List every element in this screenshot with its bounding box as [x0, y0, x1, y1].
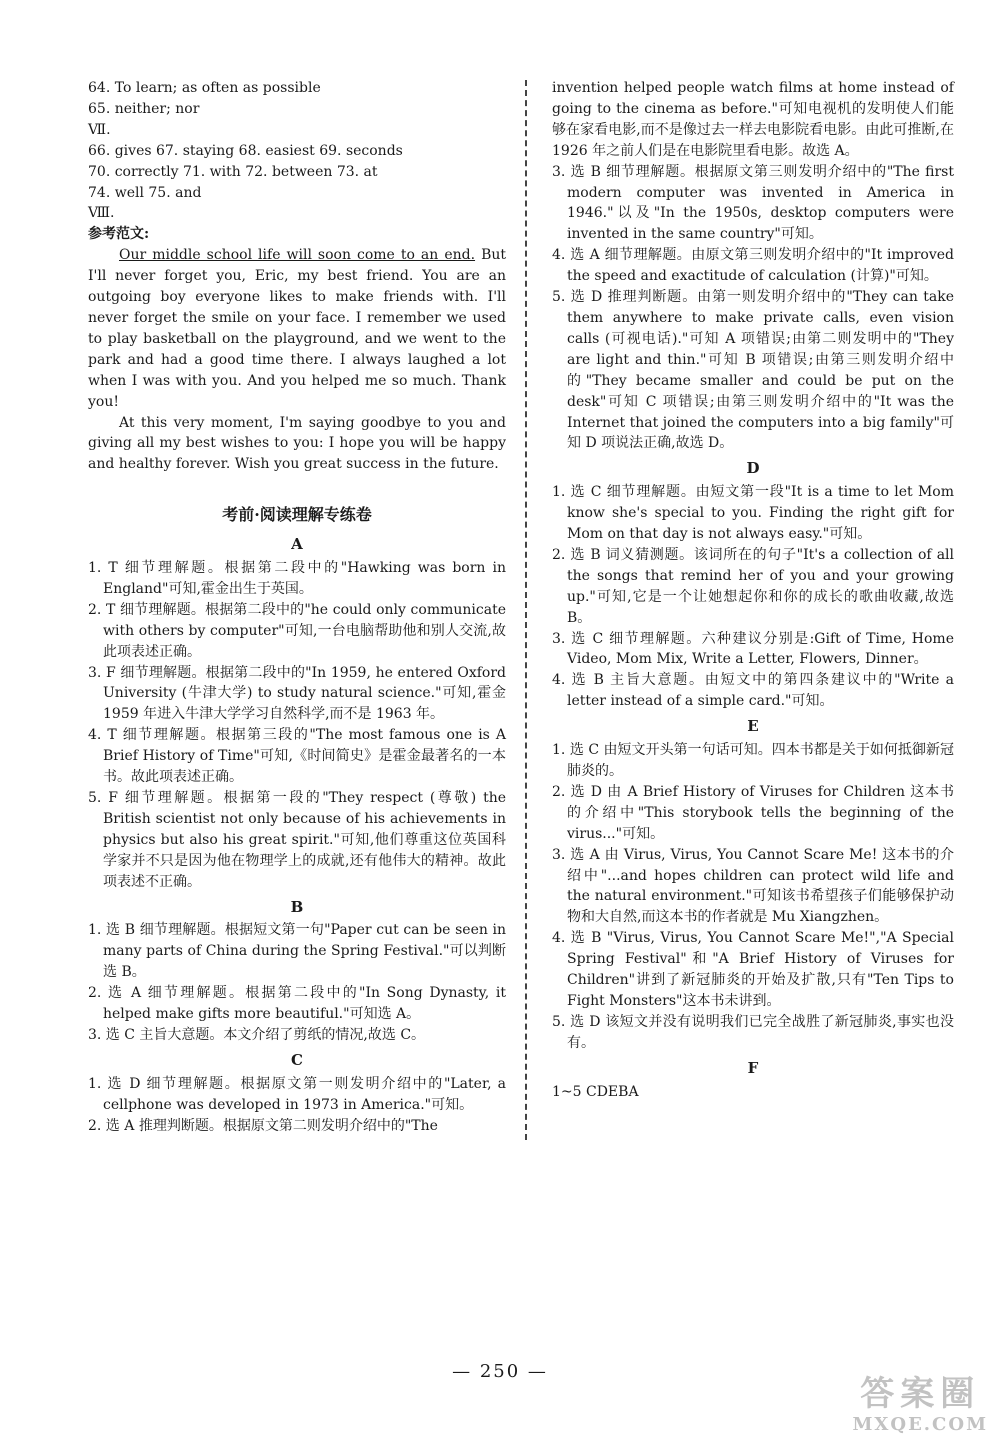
answer-line: 74. well 75. and: [88, 184, 202, 201]
answer-line: 64. To learn; as often as possible: [88, 80, 321, 96]
watermark-logo: [853, 1374, 989, 1436]
answer-item: 2. 选 A 推理判断题。根据原文第二则发明介绍中的"The: [88, 1117, 438, 1134]
answer-item: 5. 选 D 推理判断题。由第一则发明介绍中的"They can take them anywhere to make private calls, even vision calls (可视电话)."可知 A 项错误;由第二则发明中的"They are light and thin."可知 B 项错误;由第三则发明介绍中的"They became smaller and could be put on the desk"可知 C 项错误;由第三则发明介绍中的"It was the Internet that joined the computers into a big family"可知 D 项说法正确,故选 D。: [552, 289, 954, 452]
answer-line: 65. neither; nor: [88, 100, 200, 117]
essay-label: 参考范文:: [88, 226, 150, 243]
section-numeral: Ⅷ.: [88, 205, 115, 222]
answer-item: 2. 选 A 细节理解题。根据第二段中的"In Song Dynasty, it helped make gifts more beautiful."可知选 A。: [88, 985, 506, 1023]
answer-item: 1. 选 C 由短文开头第一句话可知。四本书都是关于如何抵御新冠肺炎的。: [552, 742, 954, 779]
answer-line: 70. correctly 71. with 72. between 73. at: [88, 163, 378, 180]
part-heading-f: F: [747, 1058, 759, 1077]
section-title: 考前·阅读理解专练卷: [222, 505, 372, 525]
essay-paragraph-1-text: But I'll never forget you, Eric, my best friend. You are an outgoing boy everyone likes to make friends with. I'll never forget the smile on your face. I remember we used to play basketball on the playground, and we went to the park and had a good time there. I always laughed a lot when I was with you. And you helped me so much. Thank you!: [88, 247, 506, 410]
answer-item: 3. 选 A 由 Virus, Virus, You Cannot Scare Me! 这本书的介绍中"...and hopes children can protect wild life and the natural environment."可知该书希望孩子们能够保护动物和大自然,而这本书的作者就是 Mu Xiangzhen。: [552, 846, 954, 926]
answer-item: 1. 选 D 细节理解题。根据原文第一则发明介绍中的"Later, a cellphone was developed in 1973 in America."可知。: [88, 1075, 506, 1113]
answer-item: 2. 选 B 词义猜测题。该词所在的句子"It's a collection of all the songs that remind her of you and your growing up."可知,它是一个让她想起你和你的成长的歌曲收藏,故选 B。: [552, 546, 954, 626]
watermark-text: 答案圈: [860, 1374, 981, 1414]
answer-item: 1. 选 B 细节理解题。根据短文第一句"Paper cut can be seen in many parts of China during the Spring Festival."可以判断选 B。: [88, 922, 506, 981]
part-heading-e: E: [747, 717, 759, 736]
essay-paragraph-1: [88, 245, 506, 412]
part-heading-d: D: [746, 459, 760, 478]
answer-item: 2. 选 D 由 A Brief History of Viruses for Children 这本书的介绍中"This storybook tells the beginning of the virus..."可知。: [552, 783, 954, 842]
answer-item: 5. 选 D 该短文并没有说明我们已完全战胜了新冠肺炎,事实也没有。: [552, 1013, 954, 1051]
answer-item: 4. 选 B 主旨大意题。由短文中的第四条建议中的"Write a letter instead of a simple card."可知。: [552, 672, 954, 710]
answer-line: 66. gives 67. staying 68. easiest 69. seconds: [88, 142, 403, 159]
essay-paragraph-2: At this very moment, I'm saying goodbye to you and giving all my best wishes to you: I hope you will be happy and healthy forever. Wish you great success in the future.: [88, 414, 506, 473]
answer-item: 3. 选 B 细节理解题。根据原文第三则发明介绍中的"The first modern computer was invented in America in 1946."以及"In the 1950s, desktop computers were invented in the same country"可知。: [552, 163, 954, 243]
watermark-url: MXQE.COM: [852, 1414, 988, 1435]
answer-item: 2. T 细节理解题。根据第二段中的"he could only communicate with others by computer"可知,一台电脑帮助他和别人交流,故此项表述正确。: [88, 601, 506, 660]
page-number: — 250 —: [452, 1361, 548, 1382]
section-numeral: Ⅶ.: [88, 121, 111, 138]
answer-item: 1. 选 C 细节理解题。由短文第一段"It is a time to let Mom know she's special to you. Finding the right gift for Mom on that day is not always easy."可知。: [552, 484, 954, 543]
answer-item: 5. F 细节理解题。根据第一段的"They respect (尊敬) the British scientist not only because of his achievements in physics but also his great spirit."可知,他们尊重这位英国科学家并不只是因为他在物理学上的成就,还有他伟大的精神。故此项表述不正确。: [88, 790, 506, 890]
part-heading-a: A: [291, 535, 303, 554]
answer-item: 3. 选 C 主旨大意题。本文介绍了剪纸的情况,故选 C。: [88, 1026, 426, 1043]
answer-item: 1. T 细节理解题。根据第二段中的"Hawking was born in England"可知,霍金出生于英国。: [88, 560, 506, 597]
right-column: [552, 78, 954, 1103]
essay-underlined-sentence: Our middle school life will soon come to an end.: [119, 247, 476, 264]
answer-item: 3. 选 C 细节理解题。六种建议分别是:Gift of Time, Home Video, Mom Mix, Write a Letter, Flowers, Dinner。: [552, 630, 954, 668]
column-divider: [525, 80, 527, 1140]
left-column: [88, 78, 506, 1137]
answer-item: 4. 选 B "Virus, Virus, You Cannot Scare Me!","A Special Spring Festival"和"A Brief History of Viruses for Children"讲到了新冠肺炎的开始及扩散,只有"Ten Tips to Fight Monsters"这本书未讲到。: [552, 930, 954, 1009]
answer-line-f: 1~5 CDEBA: [552, 1083, 639, 1100]
part-heading-b: B: [290, 897, 304, 916]
answer-item: 4. 选 A 细节理解题。由原文第三则发明介绍中的"It improved the speed and exactitude of calculation (计算)"可知。: [552, 247, 954, 285]
answer-continuation: invention helped people watch films at home instead of going to the cinema as before."可知电视机的发明使人们能够在家看电影,而不是像过去一样去电影院看电影。由此可推断,在 1926 年之前人们是在电影院里看电影。故选 A。: [552, 80, 954, 159]
answer-item: 3. F 细节理解题。根据第二段中的"In 1959, he entered Oxford University (牛津大学) to study natural science."可知,霍金 1959 年进入牛津大学学习自然科学,而不是 1963 年。: [88, 664, 506, 723]
part-heading-c: C: [291, 1050, 303, 1069]
answer-item: 4. T 细节理解题。根据第三段的"The most famous one is A Brief History of Time"可知,《时间简史》是霍金最著名的一本书。故此项表述正确。: [88, 727, 506, 786]
